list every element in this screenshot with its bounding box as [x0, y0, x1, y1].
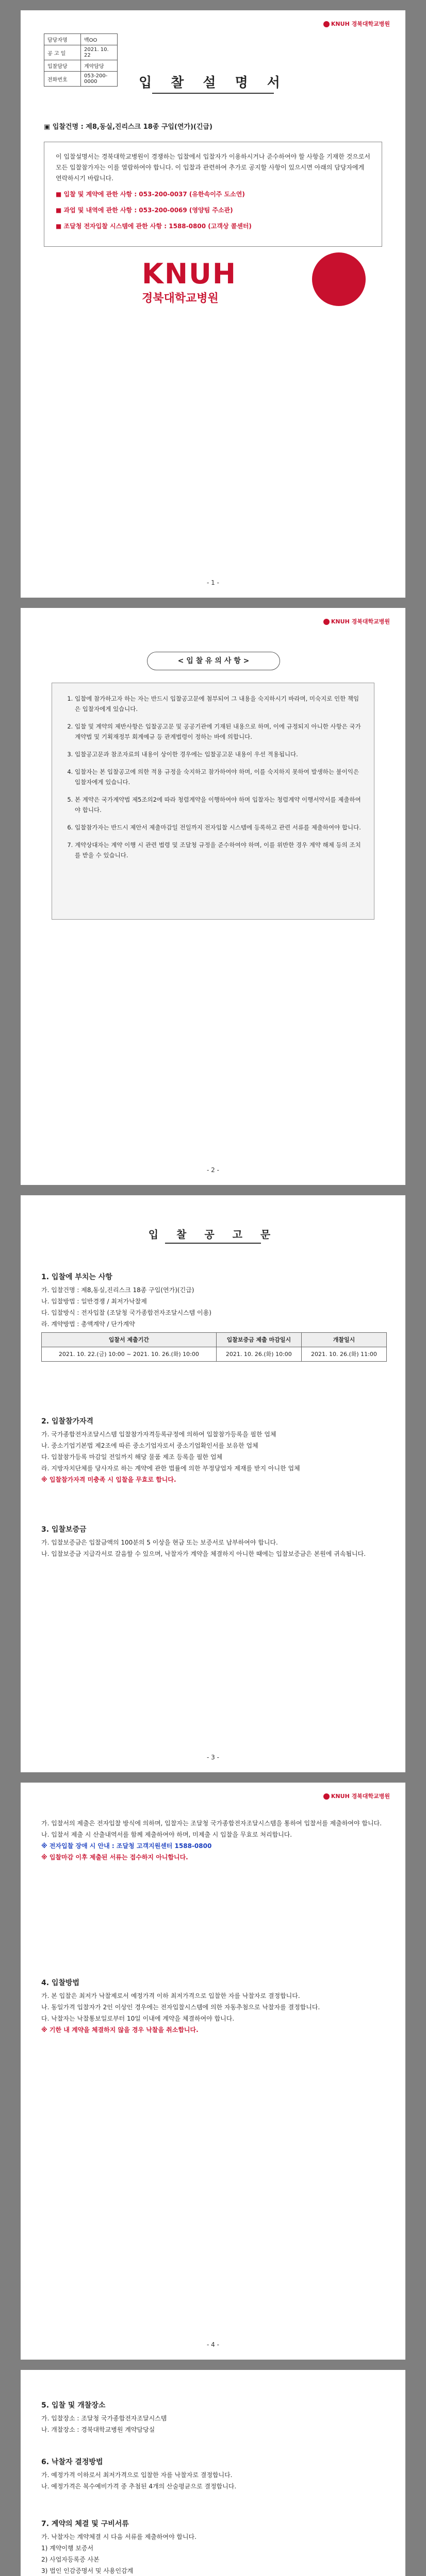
section-2: 2. 입찰참가자격 가. 국가종합전자조달시스템 입찰참가자격등록규정에 의하여 입찰참가등록을 필한 업체 나. 중소기업기본법 제2조에 따른 중소기업자로서 중소기업확인서를 보유한 업체 다. 입찰참가등록 마감일 전일까지 해당 물품 제조 등록을 필한 업체 라. 지방자치단체를 당사자로 하는 계약에 관한 법률에 의한 부정당업자 제재를 받지 아니한 업체 ※ 입찰참가자격 미충족 시 입찰을 무효로 합니다. — [41, 1417, 300, 1483]
page-2 — [21, 608, 405, 1185]
page-5 — [21, 2370, 405, 2576]
title-underline — [165, 1243, 261, 1244]
notice-item: 2. 입찰 및 계약의 제반사항은 입찰공고문 및 공공기관에 기재된 내용으로 하며, 이에 규정되지 아니한 사항은 국가계약법 및 기획재정부 회계예규 등 관계법령이 정하는 바에 의합니다. — [75, 721, 362, 742]
title-underline — [152, 93, 274, 94]
page-number: - 1 - — [207, 579, 219, 586]
section-5: 5. 입찰 및 개찰장소 가. 입찰장소 : 조달청 국가종합전자조달시스템 나. 개찰장소 : 경북대학교병원 계약담당실 — [41, 2401, 167, 2433]
intro-text: 이 입찰설명서는 경북대학교병원이 경쟁하는 입찰에서 입찰자가 이용하시거나 준수하여야 할 사항을 기재한 것으로서 모든 입찰참가자는 이를 열람하여야 합니다. 이 입찰과 관련하여 추가로 공지할 사항이 있으시면 아래의 담당자에게 연락하시기 바랍니다. — [56, 153, 370, 182]
header-logo: KNUH 경북대학교병원 — [323, 1792, 390, 1800]
hospital-mark-icon — [323, 1793, 330, 1800]
page-number: - 3 - — [207, 1754, 219, 1761]
notice-item: 6. 입찰참가자는 반드시 제안서 제출마감일 전일까지 전자입찰 시스템에 등록하고 관련 서류를 제출하여야 합니다. — [75, 822, 362, 833]
page-4 — [21, 1783, 405, 2360]
document-title: 입 찰 설 명 서 — [139, 75, 287, 91]
section-7: 7. 계약의 체결 및 구비서류 가. 낙찰자는 계약체결 시 다음 서류를 제출하여야 합니다. 1) 계약이행 보증서 2) 사업자등록증 사본 3) 법인 인감증명서 및 사용인감계 — [41, 2520, 196, 2574]
section-1: 1. 입찰에 부치는 사항 가. 입찰건명 : 제8,동실,진리스크 18종 구입(연가)(긴급) 나. 입찰방법 : 일반경쟁 / 최저가낙찰제 다. 입찰방식 : 전자입찰 (조달청 국가종합전자조달시스템 이용) 라. 계약방법 : 총액계약 / 단가계약 입찰서 제출기간 입찰보증금 제출 마감일시 개찰일시 2021. 10. 22.(금) 10:00 ~ 2021. 10. 26.(화) 10:00 2021. 10. 26.(화) 10:00 2021. 10. 26.(화) 11:00 — [41, 1273, 387, 1365]
contact-line: ■ 입찰 및 계약에 관한 사항 : 053-200-0037 (유한속이주 도소연) — [56, 191, 245, 198]
notice-title: < 입 찰 유 의 사 항 > — [147, 652, 280, 670]
section-3: 3. 입찰보증금 가. 입찰보증금은 입찰금액의 100분의 5 이상을 현금 또는 보증서로 납부하여야 합니다. 나. 입찰보증금 지급각서로 갈음할 수 있으며, 낙찰자가 계약을 체결하지 아니한 때에는 입찰보증금은 본원에 귀속됩니다. — [41, 1526, 366, 1557]
bid-subject: ▣ 입찰건명 : 제8,동실,진리스크 18종 구입(연가)(긴급) — [44, 123, 212, 131]
hospital-seal-icon — [312, 252, 366, 306]
header-logo: KNUH 경북대학교병원 — [323, 20, 390, 28]
section-3-cont: 가. 입찰서의 제출은 전자입찰 방식에 의하며, 입찰자는 조달청 국가종합전자조달시스템을 통하여 입찰서를 제출하여야 합니다. 나. 입찰서 제출 시 산출내역서를 함께 제출하여야 하며, 미제출 시 입찰을 무효로 처리합니다. ※ 전자입찰 장애 시 안내 : 조달청 고객지원센터 1588-0800 ※ 입찰마감 이후 제출된 서류는 접수하지 아니합니다. — [41, 1820, 382, 1861]
notice-item: 5. 본 계약은 국가계약법 제5조의2에 따라 청렴계약을 이행하여야 하며 입찰자는 청렴계약 이행서약서를 제출하여야 합니다. — [75, 794, 362, 815]
announcement-title: 입 찰 공 고 문 — [148, 1228, 278, 1241]
approval-table: 담당자명 백OO 공 고 일 2021. 10. 22 입찰담당 계약담당 전화번호 053-200-0000 — [44, 33, 118, 87]
contact-line: ■ 과업 및 내역에 관한 사항 : 053-200-0069 (영양팀 주소관) — [56, 207, 233, 214]
section-4: 4. 입찰방법 가. 본 입찰은 최저가 낙찰제로서 예정가격 이하 최저가격으로 입찰한 자를 낙찰자로 결정합니다. 나. 동일가격 입찰자가 2인 이상인 경우에는 전자입찰시스템에 의한 자동추첨으로 낙찰자를 결정합니다. 다. 낙찰자는 낙찰통보일로부터 10일 이내에 계약을 체결하여야 합니다. ※ 기한 내 계약을 체결하지 않을 경우 낙찰을 취소합니다. — [41, 1979, 320, 2033]
page-number: - 2 - — [207, 1166, 219, 1174]
section-6: 6. 낙찰자 결정방법 가. 예정가격 이하로서 최저가격으로 입찰한 자를 낙찰자로 결정합니다. 나. 예정가격은 복수예비가격 중 추첨된 4개의 산술평균으로 결정합니다. — [41, 2458, 237, 2490]
hospital-logo: KNUH 경북대학교병원 — [142, 252, 369, 309]
hospital-mark-icon — [323, 21, 330, 27]
hospital-mark-icon — [323, 619, 330, 625]
notice-item: 3. 입찰공고문과 참조자료의 내용이 상이한 경우에는 입찰공고문 내용이 우선 적용됩니다. — [75, 749, 362, 759]
intro-box — [44, 142, 382, 247]
header-logo: KNUH 경북대학교병원 — [323, 617, 390, 625]
page-1 — [21, 10, 405, 598]
notice-item: 4. 입찰자는 본 입찰공고에 의한 적용 규정을 숙지하고 참가하여야 하며, 이를 숙지하지 못하여 발생하는 불이익은 입찰자에게 있습니다. — [75, 767, 362, 787]
notice-item: 7. 계약상대자는 계약 이행 시 관련 법령 및 조달청 규정을 준수하여야 하며, 이를 위반한 경우 계약 해제 등의 조치를 받을 수 있습니다. — [75, 840, 362, 860]
contact-line: ■ 조달청 전자입찰 시스템에 관한 사항 : 1588-0800 (고객상 콜센터) — [56, 223, 252, 230]
notice-box — [52, 683, 374, 920]
notice-item: 1. 입찰에 참가하고자 하는 자는 반드시 입찰공고문에 첨부되어 그 내용을 숙지하시기 바라며, 미숙지로 인한 책임은 입찰자에게 있습니다. — [75, 693, 362, 714]
schedule-table: 입찰서 제출기간 입찰보증금 제출 마감일시 개찰일시 2021. 10. 22.(금) 10:00 ~ 2021. 10. 26.(화) 10:00 2021. 10. 26.(화) 10:00 2021. 10. 26.(화) 11:00 — [41, 1332, 387, 1362]
page-3 — [21, 1195, 405, 1772]
page-number: - 4 - — [207, 2341, 219, 2348]
